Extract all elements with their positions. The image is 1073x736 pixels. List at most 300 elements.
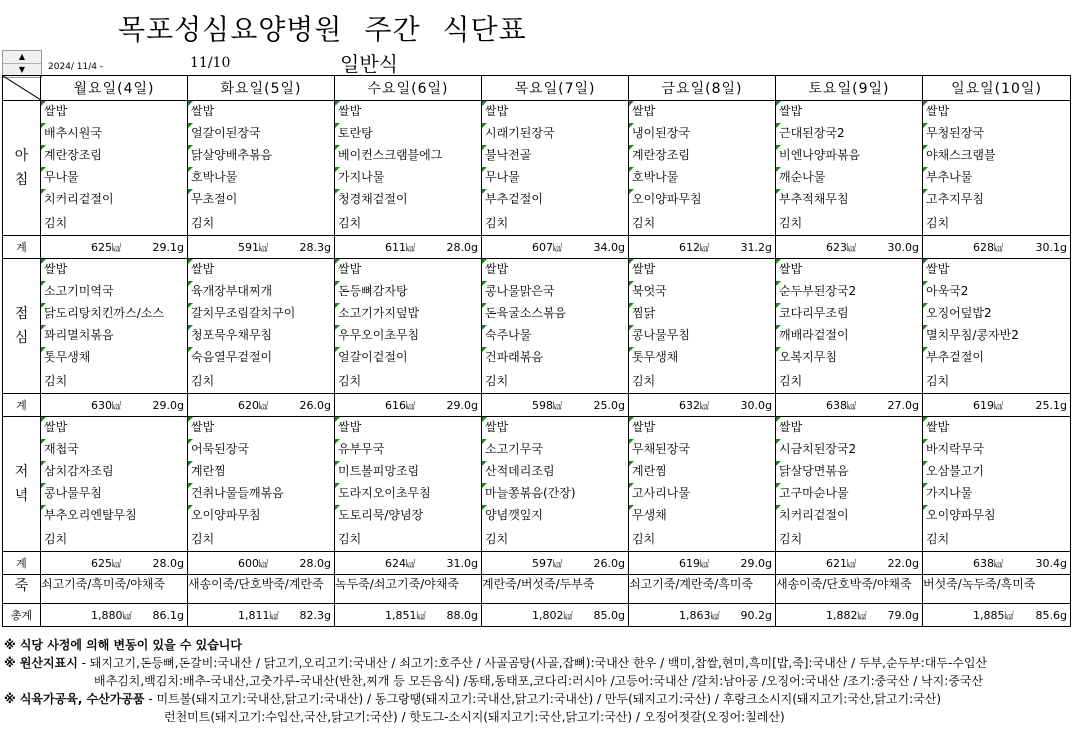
dish-item: 부추적채무침 xyxy=(776,189,922,211)
dish-item: 치커리겉절이 xyxy=(776,505,922,527)
total-values xyxy=(41,557,187,570)
total-cell xyxy=(776,394,923,417)
dish-item: 쌀밥 xyxy=(188,259,334,281)
juk-cell: 계란죽/버섯죽/두부죽 xyxy=(482,575,629,604)
total-protein: 90.2g xyxy=(740,608,772,622)
dish-item: 김치 xyxy=(779,532,803,546)
meat-line-1 xyxy=(4,690,987,708)
total-kcal: 630 ㎉ xyxy=(91,399,121,412)
dish-item: 닭살당면볶음 xyxy=(776,461,922,483)
dish-item: 꽈리멸치볶음 xyxy=(41,325,187,347)
dish-cell xyxy=(188,259,335,394)
total-protein: 28.0g xyxy=(152,556,184,570)
origin-text-1: - 돼지고기,돈등뼈,돈갈비:국내산 / 닭고기,오리고기:국내산 / 쇠고기:호주산 / 사골곰탕(사골,잡뼈):국내산 한우 / 백미,찹쌀,현미,흑미[밥,죽]:국내산 / 두부,순두부:대두-수입산 xyxy=(77,656,988,670)
total-kcal: 1,885 ㎉ xyxy=(973,609,1014,622)
dish-item: 계란찜 xyxy=(629,461,775,483)
dish-item: 김치 xyxy=(926,216,950,230)
day-header: 일요일(10일) xyxy=(923,76,1071,101)
total-kcal: 616 ㎉ xyxy=(385,399,415,412)
total-protein: 26.0g xyxy=(593,556,625,570)
meal-label-breakfast xyxy=(3,101,41,236)
dish-item: 유부무국 xyxy=(335,439,481,461)
origin-line-2: 배추김치,백김치:배추-국내산,고춧가루-국내산(반찬,찌개 등 모든음식) /동태,동태포,코다리:러시아 /고등어:국내산 /갈치:남아공 /오징어:국내산 /조기:중국산 / 낙지:중국산 xyxy=(94,674,984,688)
meal-label-char: 아 xyxy=(14,148,29,164)
total-cell xyxy=(335,394,482,417)
dish-item: 호박나물 xyxy=(188,167,334,189)
total-protein: 86.1g xyxy=(152,608,184,622)
dish-item: 쌀밥 xyxy=(923,417,1070,439)
total-kcal: 1,863 ㎉ xyxy=(679,609,720,622)
spinner-down-icon[interactable]: ▼ xyxy=(18,65,26,74)
total-protein: 28.0g xyxy=(446,240,478,254)
total-kcal: 1,811 ㎉ xyxy=(238,609,279,622)
dish-cell xyxy=(335,259,482,394)
dish-item: 김치 xyxy=(485,532,509,546)
dish-item: 삼치감자조림 xyxy=(41,461,187,483)
day-header: 월요일(4일) xyxy=(41,76,188,101)
lunch-row xyxy=(3,259,1071,394)
total-protein: 82.3g xyxy=(299,608,331,622)
total-cell xyxy=(188,604,335,627)
total-protein: 29.0g xyxy=(446,398,478,412)
dish-item: 닭도리탕치킨까스/소스 xyxy=(41,303,187,325)
total-kcal: 1,880 ㎉ xyxy=(91,609,132,622)
dish-cell xyxy=(776,259,923,394)
total-values xyxy=(188,241,334,254)
meal-label-char: 점 xyxy=(14,306,29,322)
dish-item: 소고기미역국 xyxy=(41,281,187,303)
total-protein: 25.1g xyxy=(1035,398,1067,412)
dish-item: 계란찜 xyxy=(188,461,334,483)
total-kcal: 628 ㎉ xyxy=(973,241,1003,254)
breakfast-row xyxy=(3,101,1071,236)
total-cell xyxy=(629,552,776,575)
dish-item: 바지락무국 xyxy=(923,439,1070,461)
dish-item: 무청된장국 xyxy=(923,123,1070,145)
dish-item: 숙음열무겉절이 xyxy=(188,347,334,369)
total-values xyxy=(188,399,334,412)
total-cell xyxy=(923,394,1071,417)
dish-item: 쌀밥 xyxy=(776,259,922,281)
total-values xyxy=(629,557,775,570)
total-cell xyxy=(335,552,482,575)
dish-item: 치커리겉절이 xyxy=(41,189,187,211)
date-start: 2024/ 11/4 - xyxy=(48,62,104,72)
dish-item: 건취나물들깨볶음 xyxy=(188,483,334,505)
total-protein: 30.1g xyxy=(1035,240,1067,254)
juk-cell: 쇠고기죽/흑미죽/야채죽 xyxy=(41,575,188,604)
dish-item: 쌀밥 xyxy=(629,259,775,281)
total-kcal: 611 ㎉ xyxy=(385,241,415,254)
dish-cell xyxy=(482,259,629,394)
total-kcal: 621 ㎉ xyxy=(826,557,856,570)
meal-label-char: 저 xyxy=(14,464,29,480)
dish-cell xyxy=(482,417,629,552)
dish-item: 쌀밥 xyxy=(41,101,187,123)
dish-item: 돈등뼈감자탕 xyxy=(335,281,481,303)
dish-item: 쌀밥 xyxy=(776,101,922,123)
date-spinner[interactable] xyxy=(2,50,42,78)
day-header: 수요일(6일) xyxy=(335,76,482,101)
total-cell xyxy=(482,552,629,575)
dish-item: 쌀밥 xyxy=(335,417,481,439)
origin-line-1 xyxy=(4,654,987,672)
total-cell xyxy=(776,236,923,259)
dish-item: 쌀밥 xyxy=(923,101,1070,123)
page-title xyxy=(118,8,549,48)
dish-item: 얼갈이겉절이 xyxy=(335,347,481,369)
dish-item: 가지나물 xyxy=(923,483,1070,505)
total-cell xyxy=(776,604,923,627)
total-cell xyxy=(41,604,188,627)
total-protein: 29.0g xyxy=(740,556,772,570)
total-kcal: 597 ㎉ xyxy=(532,557,562,570)
total-kcal: 623 ㎉ xyxy=(826,241,856,254)
dish-item: 톳무생채 xyxy=(41,347,187,369)
dish-item: 김치 xyxy=(926,532,950,546)
total-label: 계 xyxy=(3,552,41,575)
total-cell xyxy=(188,552,335,575)
total-cell xyxy=(923,552,1071,575)
total-values xyxy=(335,557,481,570)
dish-item: 미트볼피망조림 xyxy=(335,461,481,483)
total-protein: 29.0g xyxy=(152,398,184,412)
dish-item: 쌀밥 xyxy=(629,417,775,439)
dish-item: 무나물 xyxy=(41,167,187,189)
total-kcal: 619 ㎉ xyxy=(973,399,1003,412)
total-protein: 29.1g xyxy=(152,240,184,254)
dish-item: 부추나물 xyxy=(923,167,1070,189)
total-values xyxy=(41,609,187,622)
dish-item: 오복지무침 xyxy=(776,347,922,369)
dish-item: 쌀밥 xyxy=(335,259,481,281)
notice-line: ※ 식당 사정에 의해 변동이 있을 수 있습니다 xyxy=(4,638,242,652)
dish-item: 김치 xyxy=(926,374,950,388)
dish-cell xyxy=(335,417,482,552)
dish-item: 불낙전골 xyxy=(482,145,628,167)
total-protein: 85.0g xyxy=(593,608,625,622)
total-protein: 25.0g xyxy=(593,398,625,412)
day-header: 금요일(8일) xyxy=(629,76,776,101)
total-protein: 34.0g xyxy=(593,240,625,254)
dish-item: 순두부된장국2 xyxy=(776,281,922,303)
meal-label-dinner xyxy=(3,417,41,552)
total-cell xyxy=(482,236,629,259)
dish-item: 김치 xyxy=(338,374,362,388)
total-kcal: 1,802 ㎉ xyxy=(532,609,573,622)
juk-cell: 쇠고기죽/계란죽/흑미죽 xyxy=(629,575,776,604)
total-kcal: 620 ㎉ xyxy=(238,399,268,412)
dish-item: 청경채겉절이 xyxy=(335,189,481,211)
total-values xyxy=(335,241,481,254)
total-values xyxy=(776,399,922,412)
total-cell xyxy=(482,604,629,627)
total-cell xyxy=(335,604,482,627)
dish-item: 무초절이 xyxy=(188,189,334,211)
dish-item: 쌀밥 xyxy=(188,417,334,439)
total-cell xyxy=(41,394,188,417)
date-end: 11/10 xyxy=(190,55,231,71)
dinner-row xyxy=(3,417,1071,552)
total-values xyxy=(41,399,187,412)
dish-item: 오삼불고기 xyxy=(923,461,1070,483)
grand-total-row xyxy=(3,604,1071,627)
corner-diagonal xyxy=(3,76,41,100)
total-values xyxy=(482,557,628,570)
dish-item: 부추겉절이 xyxy=(482,189,628,211)
total-values xyxy=(335,609,481,622)
dish-item: 산적데리조림 xyxy=(482,461,628,483)
total-label: 계 xyxy=(3,236,41,259)
day-header: 목요일(7일) xyxy=(482,76,629,101)
dish-item: 쌀밥 xyxy=(482,101,628,123)
dish-item: 부추오리엔탈무침 xyxy=(41,505,187,527)
dish-item: 찜닭 xyxy=(629,303,775,325)
total-kcal: 619 ㎉ xyxy=(679,557,709,570)
dish-item: 쌀밥 xyxy=(41,259,187,281)
total-cell xyxy=(923,604,1071,627)
dish-item: 야채스크램블 xyxy=(923,145,1070,167)
dish-cell xyxy=(188,417,335,552)
title-hospital: 목포성심요양병원 xyxy=(118,13,343,46)
dish-item: 김치 xyxy=(485,216,509,230)
dish-item: 콩나물무침 xyxy=(629,325,775,347)
dish-item: 청포묵우채무침 xyxy=(188,325,334,347)
total-cell xyxy=(629,604,776,627)
total-protein: 31.2g xyxy=(740,240,772,254)
dish-cell xyxy=(923,101,1071,236)
dish-cell xyxy=(188,101,335,236)
dish-item: 코다리무조림 xyxy=(776,303,922,325)
dish-item: 김치 xyxy=(632,532,656,546)
dish-item: 냉이된장국 xyxy=(629,123,775,145)
dish-item: 깨배라겉절이 xyxy=(776,325,922,347)
dish-item: 계란장조림 xyxy=(41,145,187,167)
dish-item: 숙주나물 xyxy=(482,325,628,347)
dish-item: 마늘쫑볶음(간장) xyxy=(482,483,628,505)
diet-type: 일반식 xyxy=(340,52,398,76)
total-kcal: 607 ㎉ xyxy=(532,241,562,254)
total-values xyxy=(923,399,1070,412)
dish-item: 콩나물맑은국 xyxy=(482,281,628,303)
total-kcal: 591 ㎉ xyxy=(238,241,268,254)
dish-item: 아욱국2 xyxy=(923,281,1070,303)
dish-item: 콩나물무침 xyxy=(41,483,187,505)
dish-item: 양념깻잎지 xyxy=(482,505,628,527)
meat-text-1: - 미트볼(돼지고기:국내산,닭고기:국내산) / 동그랑땡(돼지고기:국내산,닭고기:국내산) / 만두(돼지고기:국산) / 후랑크소시지(돼지고기:국산,닭고기:국산) xyxy=(144,692,942,706)
dish-item: 쌀밥 xyxy=(41,417,187,439)
dish-item: 김치 xyxy=(779,374,803,388)
dish-item: 김치 xyxy=(191,216,215,230)
juk-cell: 녹두죽/쇠고기죽/야채죽 xyxy=(335,575,482,604)
dish-item: 김치 xyxy=(338,216,362,230)
dish-item: 김치 xyxy=(44,216,68,230)
total-protein: 27.0g xyxy=(887,398,919,412)
juk-cell: 버섯죽/녹두죽/흑미죽 xyxy=(923,575,1071,604)
juk-label: 죽 xyxy=(3,575,41,604)
spinner-up-icon[interactable]: ▲ xyxy=(3,51,41,64)
dish-item: 소고기무국 xyxy=(482,439,628,461)
dish-item: 오이양파무침 xyxy=(923,505,1070,527)
total-kcal: 632 ㎉ xyxy=(679,399,709,412)
dish-item: 오이양파무침 xyxy=(188,505,334,527)
dish-cell xyxy=(482,101,629,236)
dish-item: 계란장조림 xyxy=(629,145,775,167)
meal-label-char: 심 xyxy=(14,330,29,346)
dish-item: 멸치무침/콩자반2 xyxy=(923,325,1070,347)
notes xyxy=(4,636,987,726)
dish-item: 쌀밥 xyxy=(482,417,628,439)
dish-item: 배추시원국 xyxy=(41,123,187,145)
total-protein: 28.3g xyxy=(299,240,331,254)
total-values xyxy=(776,241,922,254)
total-protein: 30.0g xyxy=(887,240,919,254)
dish-item: 김치 xyxy=(779,216,803,230)
total-values xyxy=(188,609,334,622)
dish-cell xyxy=(41,101,188,236)
dish-item: 건파래볶음 xyxy=(482,347,628,369)
dish-item: 고사리나물 xyxy=(629,483,775,505)
total-values xyxy=(482,241,628,254)
dish-cell xyxy=(41,259,188,394)
lunch-total-row xyxy=(3,394,1071,417)
total-values xyxy=(482,609,628,622)
total-label: 계 xyxy=(3,394,41,417)
total-protein: 26.0g xyxy=(299,398,331,412)
total-cell xyxy=(629,236,776,259)
total-values xyxy=(923,557,1070,570)
total-cell xyxy=(41,236,188,259)
dish-item: 돈육굴소스볶음 xyxy=(482,303,628,325)
total-values xyxy=(776,609,922,622)
dish-item: 쌀밥 xyxy=(188,101,334,123)
total-protein: 85.6g xyxy=(1035,608,1067,622)
dish-item: 쌀밥 xyxy=(776,417,922,439)
day-header: 토요일(9일) xyxy=(776,76,923,101)
dish-item: 쌀밥 xyxy=(335,101,481,123)
total-values xyxy=(629,399,775,412)
dish-item: 시래기된장국 xyxy=(482,123,628,145)
dish-cell xyxy=(776,101,923,236)
total-kcal: 1,882 ㎉ xyxy=(826,609,867,622)
dish-item: 북엇국 xyxy=(629,281,775,303)
dish-item: 쌀밥 xyxy=(629,101,775,123)
dish-item: 김치 xyxy=(632,216,656,230)
dish-item: 깨순나물 xyxy=(776,167,922,189)
dish-cell xyxy=(629,417,776,552)
total-kcal: 638 ㎉ xyxy=(826,399,856,412)
total-kcal: 625 ㎉ xyxy=(91,241,121,254)
total-cell xyxy=(335,236,482,259)
dish-item: 우무오이초무침 xyxy=(335,325,481,347)
dish-cell xyxy=(629,259,776,394)
dish-item: 김치 xyxy=(191,532,215,546)
total-values xyxy=(335,399,481,412)
corner-cell xyxy=(3,76,41,101)
juk-cell: 새송이죽/단호박죽/야채죽 xyxy=(776,575,923,604)
total-values xyxy=(629,241,775,254)
dish-item: 김치 xyxy=(338,532,362,546)
dish-item: 육개장부대찌개 xyxy=(188,281,334,303)
dish-item: 베이컨스크램블에그 xyxy=(335,145,481,167)
total-cell xyxy=(776,552,923,575)
dish-item: 무채된장국 xyxy=(629,439,775,461)
header-row xyxy=(3,76,1071,101)
total-cell xyxy=(482,394,629,417)
dish-item: 비엔나양파볶음 xyxy=(776,145,922,167)
dish-item: 어묵된장국 xyxy=(188,439,334,461)
total-values xyxy=(776,557,922,570)
total-kcal: 598 ㎉ xyxy=(532,399,562,412)
dish-item: 쌀밥 xyxy=(923,259,1070,281)
dish-item: 호박나물 xyxy=(629,167,775,189)
total-protein: 30.0g xyxy=(740,398,772,412)
dish-item: 고구마순나물 xyxy=(776,483,922,505)
dish-cell xyxy=(335,101,482,236)
dish-cell xyxy=(776,417,923,552)
meal-label-lunch xyxy=(3,259,41,394)
total-values xyxy=(482,399,628,412)
total-values xyxy=(629,609,775,622)
meal-label-char: 녁 xyxy=(14,488,29,504)
total-values xyxy=(923,241,1070,254)
total-protein: 79.0g xyxy=(887,608,919,622)
menu-table xyxy=(2,75,1071,627)
dish-item: 톳무생채 xyxy=(629,347,775,369)
total-values xyxy=(188,557,334,570)
dish-item: 도토리묵/양념장 xyxy=(335,505,481,527)
dish-item: 소고기가지덮밥 xyxy=(335,303,481,325)
dish-item: 김치 xyxy=(191,374,215,388)
dish-item: 도라지오이초무침 xyxy=(335,483,481,505)
breakfast-total-row xyxy=(3,236,1071,259)
total-values xyxy=(923,609,1070,622)
dish-item: 얼갈이된장국 xyxy=(188,123,334,145)
dish-item: 김치 xyxy=(632,374,656,388)
total-cell xyxy=(41,552,188,575)
dish-item: 김치 xyxy=(485,374,509,388)
dish-item: 오이양파무침 xyxy=(629,189,775,211)
total-kcal: 1,851 ㎉ xyxy=(385,609,426,622)
total-values xyxy=(41,241,187,254)
dish-cell xyxy=(923,259,1071,394)
meat-line-2: 런천미트(돼지고기:수입산,국산,닭고기:국산) / 핫도그-소시지(돼지고기:국산,닭고기:국산) / 오징어젓갈(오징어:칠레산) xyxy=(164,710,785,724)
dish-item: 오징어덮밥2 xyxy=(923,303,1070,325)
total-protein: 28.0g xyxy=(299,556,331,570)
dish-item: 쌀밥 xyxy=(482,259,628,281)
dish-item: 닭살양배추볶음 xyxy=(188,145,334,167)
dish-item: 무나물 xyxy=(482,167,628,189)
total-protein: 31.0g xyxy=(446,556,478,570)
dish-item: 갈치무조림갈치구이 xyxy=(188,303,334,325)
total-cell xyxy=(629,394,776,417)
total-cell xyxy=(188,394,335,417)
dish-item: 가지나물 xyxy=(335,167,481,189)
total-kcal: 600 ㎉ xyxy=(238,557,268,570)
dish-cell xyxy=(41,417,188,552)
total-kcal: 638 ㎉ xyxy=(973,557,1003,570)
dish-item: 무생채 xyxy=(629,505,775,527)
origin-label: ※ 원산지표시 xyxy=(4,656,78,670)
dish-item: 김치 xyxy=(44,374,68,388)
meal-label-char: 침 xyxy=(14,172,29,188)
title-weekly: 주간 xyxy=(364,13,421,46)
day-header: 화요일(5일) xyxy=(188,76,335,101)
total-protein: 22.0g xyxy=(887,556,919,570)
dish-item: 재첩국 xyxy=(41,439,187,461)
juk-cell: 새송이죽/단호박죽/계란죽 xyxy=(188,575,335,604)
dish-item: 김치 xyxy=(44,532,68,546)
